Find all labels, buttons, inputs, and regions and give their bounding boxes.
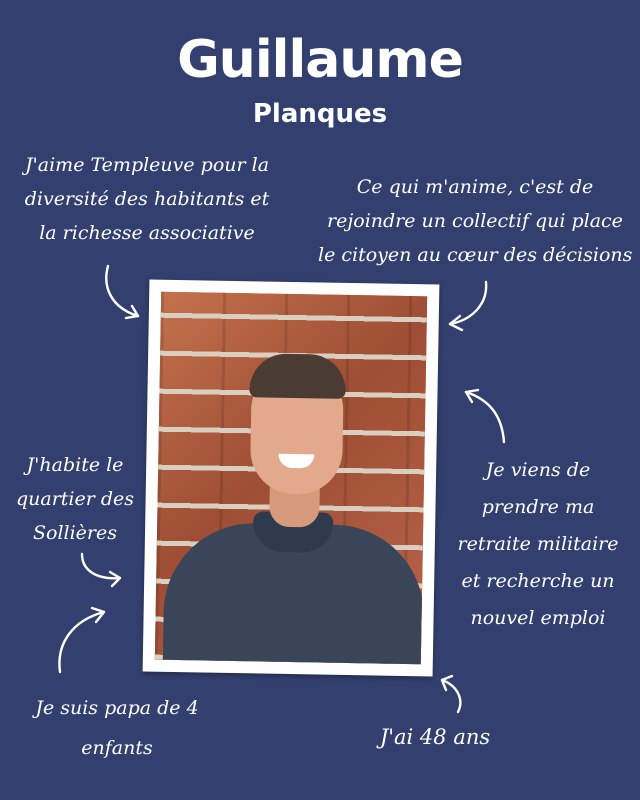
first-name-title: Guillaume xyxy=(177,30,463,90)
note-line: et recherche un xyxy=(461,570,615,592)
curved-arrow-icon xyxy=(50,602,114,678)
note-motivation xyxy=(318,170,632,272)
note-line: nouvel emploi xyxy=(470,607,606,629)
note-retraite xyxy=(446,452,630,637)
note-line: enfants xyxy=(81,737,153,759)
note-line: diversité des habitants et xyxy=(24,188,270,210)
note-line: rejoindre un collectif qui place xyxy=(327,210,623,232)
note-line: quartier des xyxy=(15,488,135,510)
note-papa xyxy=(12,688,222,768)
curved-arrow-icon xyxy=(456,384,516,448)
note-line: Sollières xyxy=(32,522,117,544)
note-line: le citoyen au cœur des décisions xyxy=(318,244,633,266)
note-age xyxy=(350,720,520,754)
person-hair xyxy=(249,353,346,399)
curved-arrow-icon xyxy=(74,550,126,590)
curved-arrow-icon xyxy=(440,276,496,332)
last-name-subtitle: Planques xyxy=(252,99,388,129)
note-line: J'habite le xyxy=(26,454,124,476)
note-line: prendre ma xyxy=(481,496,595,518)
note-line: la richesse associative xyxy=(39,222,255,244)
note-templeuve xyxy=(12,148,282,250)
curved-arrow-icon xyxy=(98,262,148,326)
curved-arrow-icon xyxy=(432,672,472,716)
note-line: retraite militaire xyxy=(457,533,619,555)
note-quartier xyxy=(8,448,142,550)
note-line: J'ai 48 ans xyxy=(379,725,491,749)
note-line: Je suis papa de 4 xyxy=(35,697,199,719)
portrait-frame xyxy=(143,279,440,676)
portrait-photo xyxy=(155,292,427,665)
note-line: J'aime Templeuve pour la xyxy=(24,154,270,176)
note-line: Je viens de xyxy=(485,459,591,481)
note-line: Ce qui m'anime, c'est de xyxy=(356,176,594,198)
